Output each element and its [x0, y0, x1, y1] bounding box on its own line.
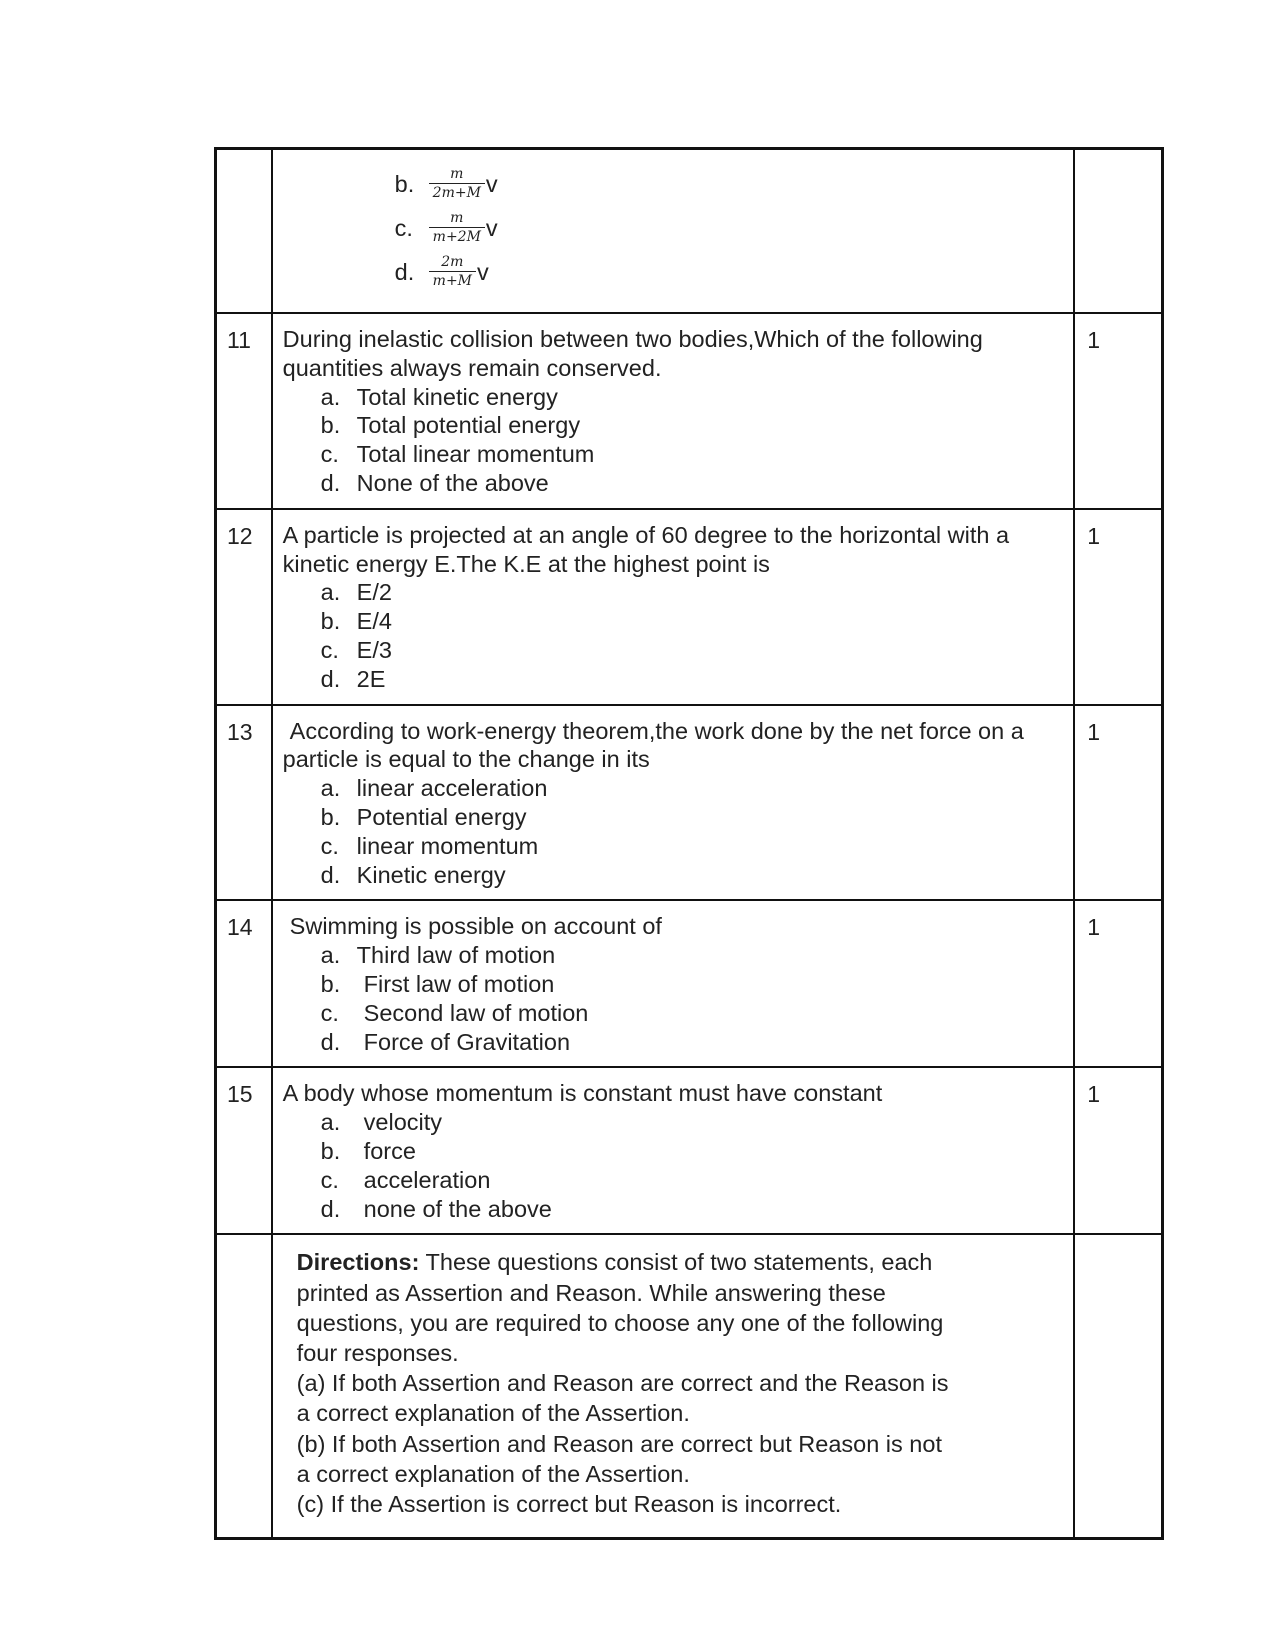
option-item [283, 803, 1064, 832]
option-item [283, 607, 1064, 636]
fraction-options-cell [272, 149, 1075, 314]
fraction-suffix: v [477, 258, 489, 285]
option-text: linear momentum [356, 832, 539, 859]
option-item [283, 1195, 1064, 1224]
question-number-cell [216, 1234, 272, 1539]
fraction-option [273, 250, 1064, 294]
option-letter: b. [320, 803, 341, 830]
option-text: Third law of motion [356, 942, 556, 969]
option-text: Total kinetic energy [356, 383, 558, 410]
option-letter: d. [320, 469, 341, 496]
fraction-suffix: v [485, 170, 498, 197]
option-item [283, 970, 1064, 999]
question-text: According to work-energy theorem,the work done by the net force on a particle is equal to the change in its [282, 717, 1024, 773]
question-number: 15 [216, 1067, 272, 1234]
option-list [283, 941, 1064, 1056]
option-text: Potential energy [356, 803, 527, 830]
question-cell [272, 1067, 1075, 1234]
option-letter: d. [320, 1195, 341, 1222]
directions-line: a correct explanation of the Assertion. [296, 1460, 690, 1487]
marks-cell [1074, 149, 1162, 314]
option-text: linear acceleration [356, 775, 548, 802]
option-text: velocity [363, 1109, 443, 1136]
option-letter: c. [320, 441, 339, 468]
question-marks: 1 [1074, 313, 1162, 509]
directions-cell [272, 1234, 1075, 1539]
option-letter: c. [320, 832, 339, 859]
fraction-numerator: m [450, 210, 464, 226]
option-text: E/3 [356, 636, 392, 663]
option-letter: a. [320, 383, 341, 410]
option-item [283, 1108, 1064, 1137]
directions-line: (b) If both Assertion and Reason are correct but Reason is not [296, 1430, 942, 1457]
fraction [429, 166, 485, 202]
option-text: Total linear momentum [356, 441, 595, 468]
question-number: 12 [216, 509, 272, 705]
question-marks: 1 [1074, 509, 1162, 705]
option-item [283, 1137, 1064, 1166]
question-text: A particle is projected at an angle of 60 degree to the horizontal with a kinetic energy E.The K.E at the highest point is [282, 521, 1010, 577]
directions-line: (a) If both Assertion and Reason are correct and the Reason is [296, 1370, 949, 1397]
question-row-15 [216, 1067, 1163, 1234]
directions-line: questions, you are required to choose any one of the following [296, 1309, 944, 1336]
option-item [283, 578, 1064, 607]
option-letter: b. [320, 1137, 341, 1164]
option-letter: d. [320, 1028, 341, 1055]
option-list [283, 1108, 1064, 1223]
option-list [283, 578, 1064, 693]
option-letter: c. [320, 999, 339, 1026]
question-number: 11 [216, 313, 272, 509]
question-row-11 [216, 313, 1163, 509]
directions-line: (c) If the Assertion is correct but Reason is incorrect. [296, 1490, 842, 1517]
question-marks: 1 [1074, 900, 1162, 1067]
option-item [283, 469, 1064, 498]
question-cell [272, 509, 1075, 705]
directions-line: a correct explanation of the Assertion. [296, 1400, 690, 1427]
option-item [283, 1028, 1064, 1057]
option-letter: a. [320, 1109, 341, 1136]
option-item [283, 383, 1064, 412]
option-item [283, 774, 1064, 803]
fraction [429, 254, 476, 290]
option-item [283, 999, 1064, 1028]
question-marks: 1 [1074, 1067, 1162, 1234]
question-cell [272, 313, 1075, 509]
question-number-cell [216, 149, 272, 314]
question-text: Swimming is possible on account of [289, 913, 662, 940]
marks-cell [1074, 1234, 1162, 1539]
option-letter: a. [320, 579, 341, 606]
question-marks: 1 [1074, 705, 1162, 901]
question-number: 14 [216, 900, 272, 1067]
directions-label: Directions: [296, 1249, 420, 1276]
option-item [283, 665, 1064, 694]
question-number: 13 [216, 705, 272, 901]
option-letter: b. [320, 412, 341, 439]
option-text: Total potential energy [356, 412, 581, 439]
option-letter: a. [320, 942, 341, 969]
option-letter: d. [394, 258, 415, 285]
option-letter: d. [320, 861, 341, 888]
option-text: Kinetic energy [356, 861, 506, 888]
option-item [283, 832, 1064, 861]
option-item [283, 941, 1064, 970]
option-letter: b. [394, 170, 415, 197]
option-list [283, 383, 1064, 498]
question-row-14 [216, 900, 1163, 1067]
fraction-numerator: 2m [441, 254, 464, 270]
directions-line: four responses. [296, 1339, 459, 1366]
option-list [283, 774, 1064, 889]
option-text: Force of Gravitation [363, 1028, 571, 1055]
fraction-suffix: v [485, 214, 498, 241]
question-row-13 [216, 705, 1163, 901]
fraction-denominator: 2m+M [429, 183, 485, 202]
question-row-continued [216, 149, 1163, 314]
option-item [283, 411, 1064, 440]
fraction-option [273, 162, 1064, 206]
fraction [429, 210, 485, 246]
directions-line: printed as Assertion and Reason. While answering these [296, 1279, 886, 1306]
option-text: acceleration [363, 1166, 491, 1193]
option-letter: a. [320, 775, 341, 802]
option-item [283, 1166, 1064, 1195]
question-row-12 [216, 509, 1163, 705]
option-letter: b. [320, 970, 341, 997]
option-item [283, 440, 1064, 469]
fraction-option [273, 206, 1064, 250]
option-letter: d. [320, 665, 341, 692]
fraction-numerator: m [450, 166, 464, 182]
question-text: During inelastic collision between two bodies,Which of the following quantities always remain conserved. [282, 326, 983, 381]
fraction-denominator: m+M [429, 271, 476, 290]
question-cell [272, 705, 1075, 901]
option-item [283, 861, 1064, 890]
question-table [214, 147, 1164, 1540]
option-text: none of the above [363, 1195, 552, 1222]
option-text: First law of motion [363, 970, 555, 997]
directions-row [216, 1234, 1163, 1539]
option-letter: b. [320, 608, 341, 635]
question-text: A body whose momentum is constant must have constant [282, 1080, 883, 1107]
option-text: None of the above [356, 469, 549, 496]
option-item [283, 636, 1064, 665]
directions-text: These questions consist of two statements, each [419, 1249, 933, 1276]
option-text: E/4 [356, 608, 392, 635]
directions-line [297, 1247, 1064, 1277]
question-cell [272, 900, 1075, 1067]
option-text: E/2 [356, 579, 392, 606]
option-letter: c. [320, 1166, 339, 1193]
option-letter: c. [320, 636, 339, 663]
option-text: force [363, 1137, 416, 1164]
option-text: Second law of motion [363, 999, 589, 1026]
fraction-denominator: m+2M [429, 227, 485, 246]
option-letter: c. [394, 214, 413, 241]
option-text: 2E [356, 665, 386, 692]
